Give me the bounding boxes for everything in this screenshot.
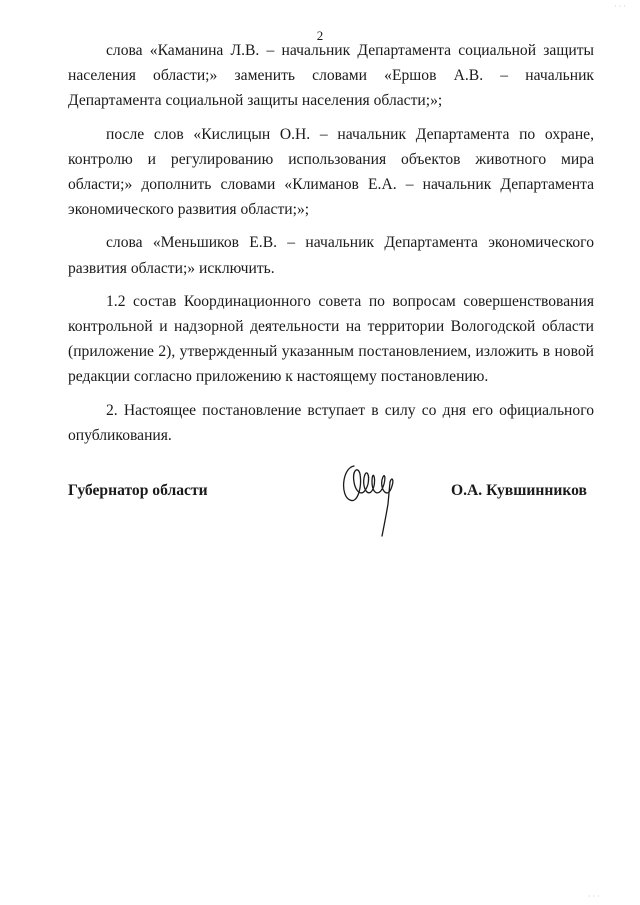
signature-block (0, 476, 640, 556)
paragraph-menshikov-removal: слова «Меньшиков Е.В. – начальник Департамента экономического развития области;» исключить. (68, 234, 594, 277)
handwritten-signature (330, 460, 410, 550)
paragraph-kislitsyn-addition: после слов «Кислицын О.Н. – начальник Департамента по охране, контролю и регулированию использования объектов животного мира области;» дополнить словами «Климанов Е.А. – начальник Департамента экономического развития области;»; (68, 125, 594, 219)
paragraph-kamanina-replacement: слова «Каманина Л.В. – начальник Департамента социальной защиты населения области;» заменить словами «Ершов А.В. – начальник Департамента социальной защиты населения области;»; (68, 42, 594, 110)
signer-name: О.А. Кувшинников (451, 482, 587, 499)
paragraph-council-composition: 1.2 состав Координационного совета по вопросам совершенствования контрольной и надзорной деятельности на территории Вологодской области (приложение 2), утвержденный указанным постановлением, изложить в новой редакции согласно приложению к настоящему постановлению. (68, 292, 594, 386)
paragraph-effective-date: 2. Настоящее постановление вступает в силу со дня его официального опубликования. (68, 401, 594, 444)
scan-artifact-top: · · · (614, 2, 626, 11)
signer-title: Губернатор области (68, 482, 208, 499)
scan-artifact-bottom: · · · (588, 892, 600, 901)
page-number: 2 (316, 28, 324, 43)
document-body (68, 38, 594, 456)
